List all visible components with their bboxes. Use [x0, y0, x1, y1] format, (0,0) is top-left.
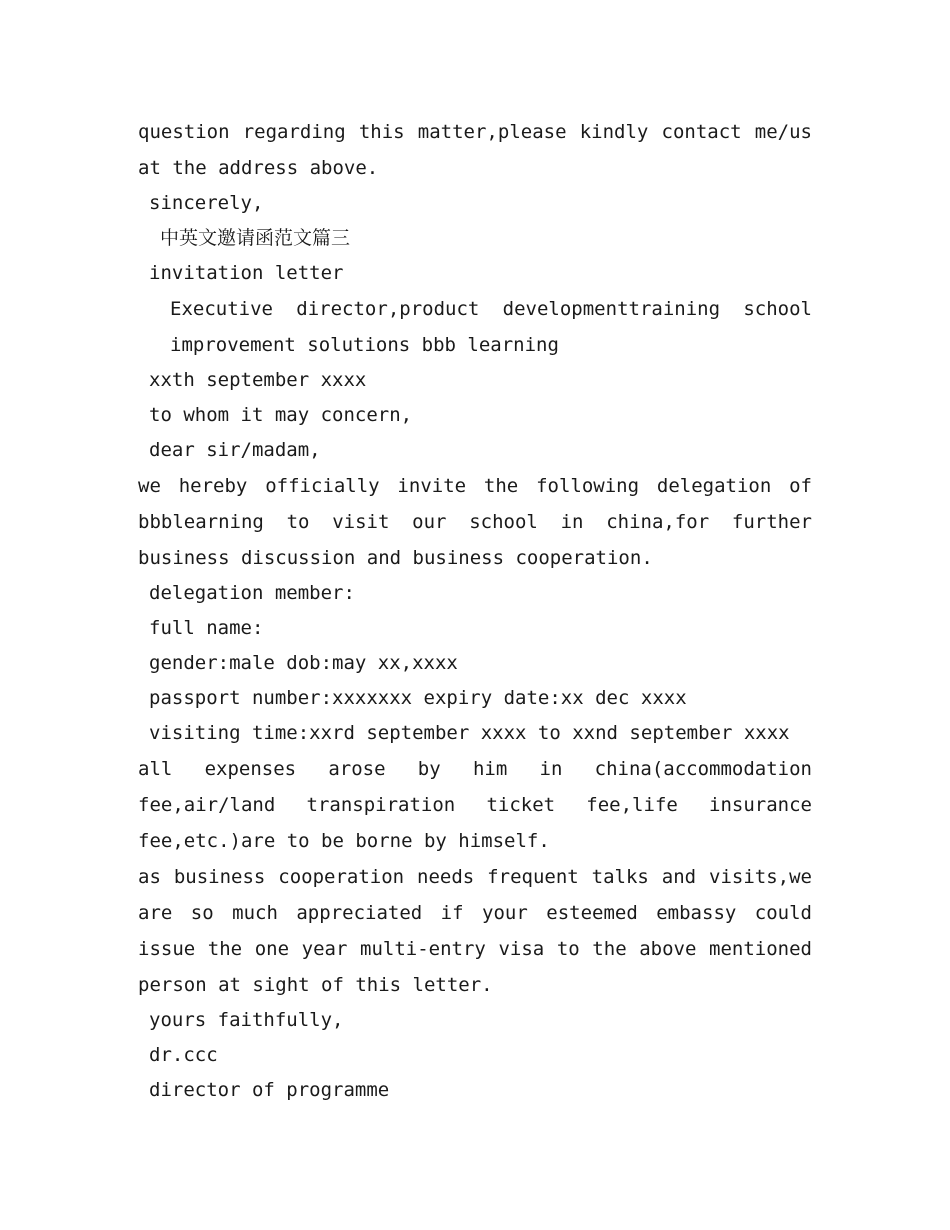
salutation-concern: to whom it may concern,: [149, 404, 413, 426]
closing-yours-faithfully: yours faithfully,: [149, 1009, 344, 1031]
paragraph-invitation: we hereby officially invite the following delegation of bbblearning to visit our school in china,for further business discussion and business cooperation.: [138, 475, 812, 569]
letter-title: invitation letter: [149, 262, 344, 284]
paragraph-expenses: all expenses arose by him in china(accommodation fee,air/land transpiration ticket fee,life insurance fee,etc.)are to be borne by himself.: [138, 758, 812, 852]
sender-title: Executive director,product developmenttraining school improvement solutions bbb learning: [170, 298, 812, 356]
salutation-dear: dear sir/madam,: [149, 439, 321, 461]
passport-field: passport number:xxxxxxx expiry date:xx dec xxxx: [149, 687, 687, 709]
visiting-time-field: visiting time:xxrd september xxxx to xxnd september xxxx: [149, 722, 790, 744]
paragraph-visa-request: as business cooperation needs frequent talks and visits,we are so much appreciated if your esteemed embassy could issue the one year multi-entry visa to the above mentioned person at sight of this letter.: [138, 866, 812, 996]
letter-date: xxth september xxxx: [149, 369, 367, 391]
signatory-title: director of programme: [149, 1079, 390, 1101]
gender-dob-field: gender:male dob:may xx,xxxx: [149, 652, 458, 674]
document-body: [138, 114, 812, 1108]
full-name-field: full name:: [149, 617, 264, 639]
signatory-name: dr.ccc: [149, 1044, 218, 1066]
paragraph-closing-question: question regarding this matter,please kindly contact me/us at the address above.: [138, 121, 812, 179]
delegation-member-label: delegation member:: [149, 582, 355, 604]
closing-sincerely: sincerely,: [149, 192, 264, 214]
section-heading: 中英文邀请函范文篇三: [160, 227, 351, 249]
